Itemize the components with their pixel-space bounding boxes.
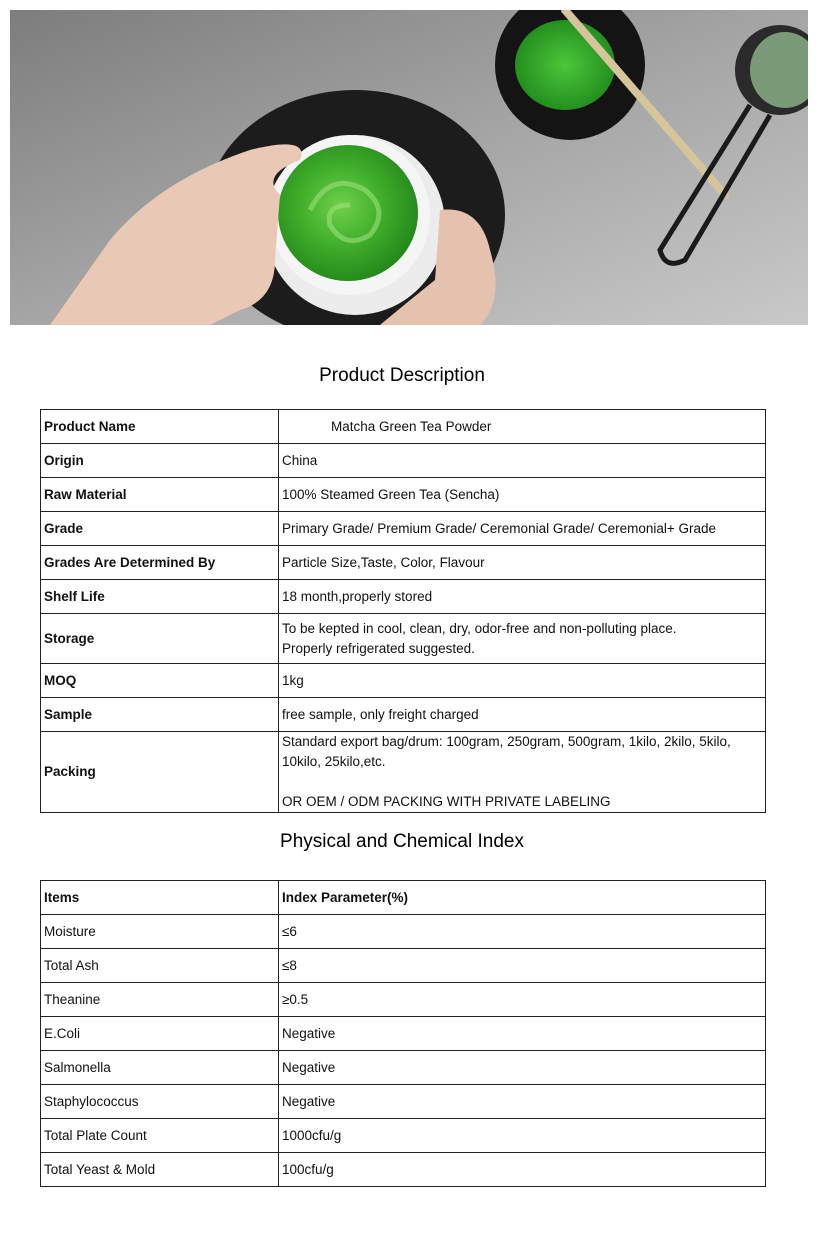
row-label: Staphylococcus: [41, 1085, 279, 1119]
row-label: Sample: [41, 698, 279, 732]
table-row: [41, 983, 766, 1017]
table-header-row: [41, 881, 766, 915]
row-label: Shelf Life: [41, 580, 279, 614]
matcha-illustration: [10, 10, 808, 325]
table-row: [41, 410, 766, 444]
table-row: [41, 949, 766, 983]
row-label: Raw Material: [41, 478, 279, 512]
row-label: Moisture: [41, 915, 279, 949]
row-value: 18 month,properly stored: [279, 580, 766, 614]
row-label: Origin: [41, 444, 279, 478]
matcha-latte: [278, 145, 418, 281]
row-label: Theanine: [41, 983, 279, 1017]
table-row: [41, 732, 766, 813]
row-value: Negative: [279, 1085, 766, 1119]
product-description-title: Product Description: [319, 365, 485, 386]
row-value: ≤6: [279, 915, 766, 949]
table-row: [41, 1051, 766, 1085]
table-row: [41, 580, 766, 614]
packing-line-2: OR OEM / ODM PACKING WITH PRIVATE LABELING: [282, 794, 611, 809]
packing-line-1: Standard export bag/drum: 100gram, 250gram, 500gram, 1kilo, 2kilo, 5kilo, 10kilo, 25kilo,etc.: [282, 734, 731, 769]
table-row: [41, 1153, 766, 1187]
table-row: [41, 1119, 766, 1153]
row-value: China: [279, 444, 766, 478]
row-label: E.Coli: [41, 1017, 279, 1051]
row-value: Particle Size,Taste, Color, Flavour: [279, 546, 766, 580]
row-value: Matcha Green Tea Powder: [279, 410, 766, 444]
row-value: Negative: [279, 1017, 766, 1051]
table-row: [41, 1085, 766, 1119]
table-row: [41, 915, 766, 949]
row-value: [279, 732, 766, 813]
header-parameter: Index Parameter(%): [279, 881, 766, 915]
table-row: [41, 478, 766, 512]
product-description-table: [40, 409, 766, 813]
table-row: [41, 1017, 766, 1051]
row-label: Salmonella: [41, 1051, 279, 1085]
row-value: Negative: [279, 1051, 766, 1085]
table-row: [41, 664, 766, 698]
row-label: Total Plate Count: [41, 1119, 279, 1153]
physical-chemical-index-table: [40, 880, 766, 1187]
row-label: Grade: [41, 512, 279, 546]
physical-chemical-index-title: Physical and Chemical Index: [280, 831, 524, 852]
row-label: Total Ash: [41, 949, 279, 983]
row-value: ≥0.5: [279, 983, 766, 1017]
row-label: Packing: [41, 732, 279, 813]
matcha-powder: [515, 20, 615, 110]
row-value: ≤8: [279, 949, 766, 983]
table-row: [41, 512, 766, 546]
row-value: free sample, only freight charged: [279, 698, 766, 732]
table-row: [41, 546, 766, 580]
row-value: 100% Steamed Green Tea (Sencha): [279, 478, 766, 512]
row-value: [279, 614, 766, 664]
row-value: Primary Grade/ Premium Grade/ Ceremonial Grade/ Ceremonial+ Grade: [279, 512, 766, 546]
header-items: Items: [41, 881, 279, 915]
hero-image: [10, 10, 808, 325]
table-row: [41, 614, 766, 664]
row-label: Product Name: [41, 410, 279, 444]
row-label: MOQ: [41, 664, 279, 698]
row-value: 100cfu/g: [279, 1153, 766, 1187]
row-value: 1kg: [279, 664, 766, 698]
row-label: Grades Are Determined By: [41, 546, 279, 580]
row-label: Storage: [41, 614, 279, 664]
row-label: Total Yeast & Mold: [41, 1153, 279, 1187]
storage-line-1: To be kepted in cool, clean, dry, odor-free and non-polluting place.: [282, 620, 677, 636]
row-value: 1000cfu/g: [279, 1119, 766, 1153]
table-row: [41, 698, 766, 732]
table-row: [41, 444, 766, 478]
storage-line-2: Properly refrigerated suggested.: [282, 640, 475, 656]
